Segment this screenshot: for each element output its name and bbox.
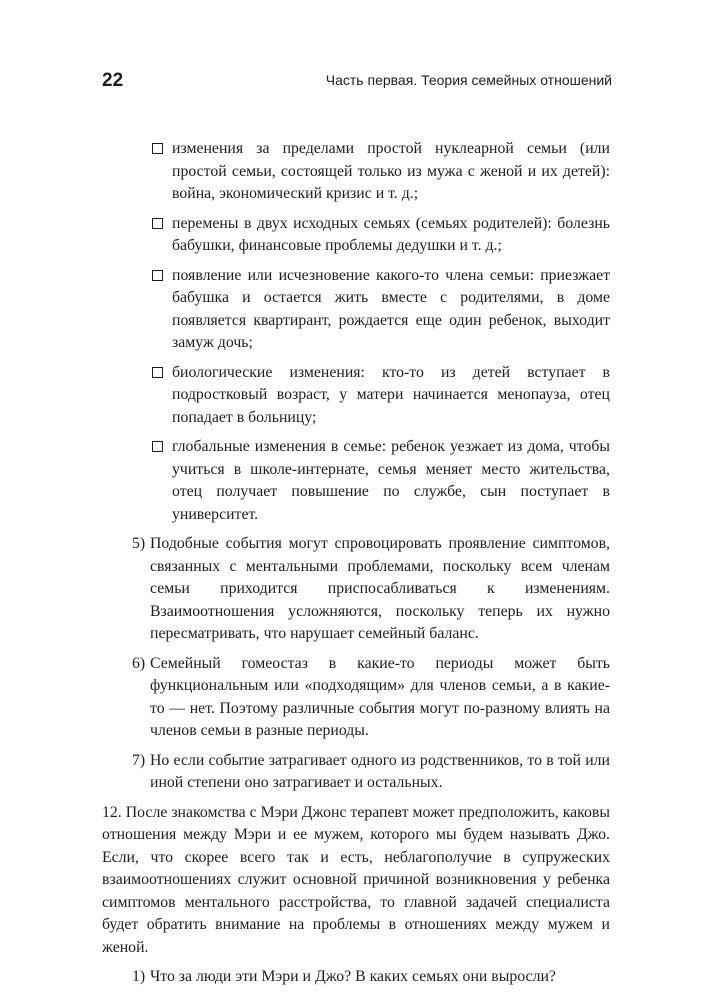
- item-number: 6): [132, 654, 146, 672]
- list-item-text: биологические изменения: кто-то из детей вступает в подростковый возраст, у матери начинается менопауза, отец попадает в больницу;: [172, 363, 610, 426]
- item-text: Подобные события могут спровоцировать проявление симптомов, связанных с ментальными проблемами, поскольку всем членам семьи приходится приспосабливаться к изменениям. Взаимоотношения усложняются, поскольку теперь их нужно пересматривать, что нарушает семейный баланс.: [150, 535, 610, 642]
- list-item: [102, 138, 610, 206]
- checkbox-icon: [152, 143, 163, 154]
- item-number: 1): [132, 968, 146, 985]
- list-item-text: глобальные изменения в семье: ребенок уезжает из дома, чтобы учиться в школе-интернате, семья меняет место жительства, отец получает повышение по службе, сын поступает в университет.: [172, 438, 610, 523]
- item-number: 5): [132, 535, 146, 552]
- running-head: Часть первая. Теория семейных отношений: [325, 72, 612, 88]
- numbered-item: [102, 533, 610, 646]
- checkbox-icon: [152, 270, 163, 281]
- page-number: 22: [102, 70, 124, 91]
- body-text: [102, 138, 610, 996]
- numbered-list: [102, 533, 610, 795]
- sub-list: [102, 966, 610, 989]
- checkbox-icon: [152, 218, 163, 229]
- item-number: 7): [132, 751, 146, 769]
- list-item-text: появление или исчезновение какого-то члена семьи: приезжает бабушка и остается жить вместе с родителями, в доме появляется квартирант, рождается еще один ребенок, выходит замуж дочь;: [172, 266, 610, 351]
- checkbox-list: [102, 138, 610, 526]
- item-text: Что за люди эти Мэри и Джо? В каких семьях они выросли?: [150, 968, 556, 985]
- item-text: Семейный гомеостаз в какие-то периоды может быть функциональным или «подходящим» для членов семьи, а в какие-то — нет. Поэтому различные события могут по-разному влиять на членов семьи в разные периоды.: [150, 654, 610, 739]
- list-item: [102, 213, 610, 258]
- paragraph-12: 12. После знакомства с Мэри Джонс терапевт может предположить, каковы отношения между Мэри и ее мужем, которого мы будем называть Джо. Если, что скорее всего так и есть, неблагополучие в супружеских взаимоотношениях служит основной причиной возникновения у ребенка симптомов ментального расстройства, то главной задачей специалиста будет обратить внимание на проблемы в отношениях между мужем и женой.: [102, 803, 610, 956]
- list-item: [102, 436, 610, 526]
- numbered-item: [102, 750, 610, 795]
- item-text: Но если событие затрагивает одного из родственников, то в той или иной степени оно затрагивает и остальных.: [150, 751, 610, 791]
- numbered-item: [102, 966, 610, 989]
- list-item: [102, 362, 610, 430]
- checkbox-icon: [152, 441, 163, 452]
- list-item-text: перемены в двух исходных семьях (семьях родителей): болезнь бабушки, финансовые проблемы дедушки и т. д.;: [172, 214, 610, 254]
- list-item-text: изменения за пределами простой нуклеарной семьи (или простой семьи, состоящей только из мужа с женой и их детей): война, экономический кризис и т. д.;: [172, 140, 610, 202]
- numbered-item: [102, 653, 610, 743]
- checkbox-icon: [152, 367, 163, 378]
- list-item: [102, 265, 610, 355]
